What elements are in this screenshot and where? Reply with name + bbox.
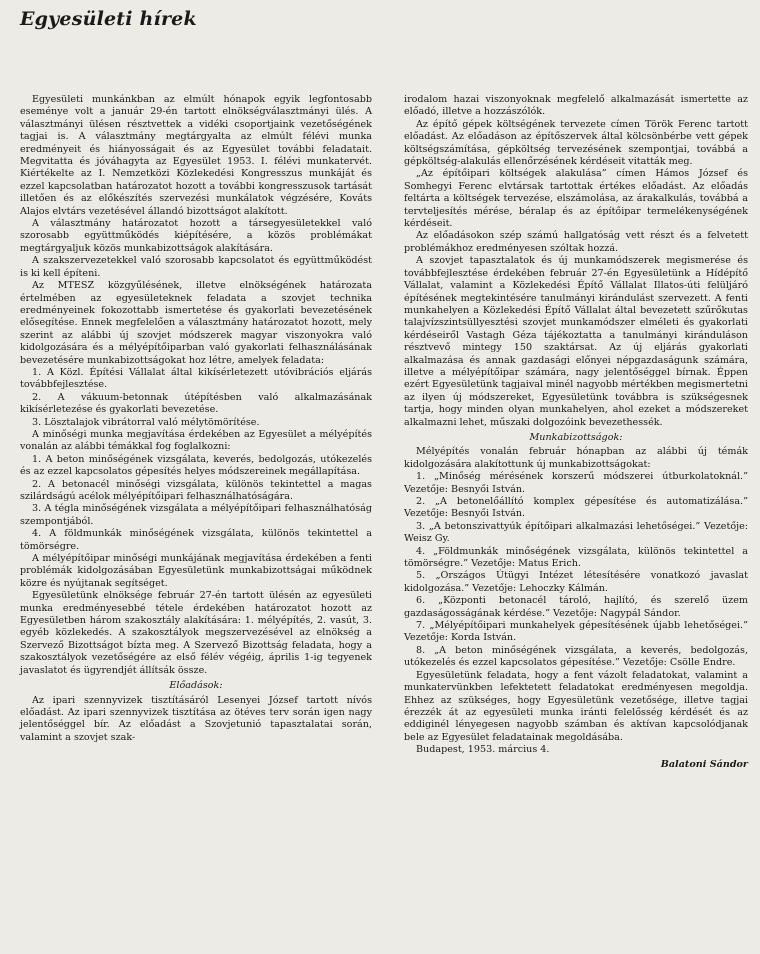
- list-item: 5. „Országos Útügyi Intézet létesítésére vonatkozó javaslat kidolgozása.” Vezetője: Lehoczky Kálmán.: [404, 570, 748, 594]
- paragraph: Egyesületi munkánkban az elmúlt hónapok egyik legfontosabb eseménye volt a január 29-én tartott elnökségválasztmányi ülés. A választmányi ülésen résztvettek a vidéki csoportjaink vezetőségének tagjai is. A választmány megtárgyalta az elmúlt félévi munka eredményeit és hiányosságait és az Egyesület további feladatait. Megvitatta és jóváhagyta az Egyesület 1953. I. félévi munkatervét. Kiértékelte az I. Nemzetközi Közlekedési Kongresszus munkáját és ezzel kapcsolatban határozatot hozott a további kongresszusok tartását illetően és az előkészítés szervezési munkálatok végzésére, Kováts Alajos elvtárs vezetésével állandó bizottságot alakított.: [20, 94, 372, 217]
- list-item: 2. „A betonelőállító komplex gépesítése és automatizálása.” Vezetője: Besnyői István.: [404, 496, 748, 520]
- left-column: [20, 94, 372, 744]
- paragraph: Az MTESZ közgyűlésének, illetve elnökségének határozata értelmében az egyesületeknek feladata a szovjet technika eredményeinek fokozottabb ismertetése és gyakorlati bevezetésének elősegítése. Ennek megfelelően a választmány határozatot hozott, mely szerint az alábbi új szovjet módszerek magyar viszonyokra való kidolgozására és a mélyépítőiparban való gyakorlati felhasználásának bevezetésére munkabizottságokat hoz létre, amelyek feladata:: [20, 280, 372, 366]
- paragraph: Az ipari szennyvizek tisztításáról Lesenyei József tartott nívós előadást. Az ipari szennyvizek tisztítása az ötéves terv során igen nagy jelentőséggel bír. Az előadást a Szovjetunió tapasztalatai során, valamint a szovjet szak-: [20, 694, 372, 743]
- list-item: 1. „Minőség mérésének korszerű módszerei útburkolatoknál.” Vezetője: Besnyői István.: [404, 471, 748, 495]
- right-column: [404, 94, 748, 771]
- paragraph: A szovjet tapasztalatok és új munkamódszerek megismerése és továbbfejlesztése érdekében február 27-én Egyesületünk a Hídépítő Vállalat, valamint a Közlekedési Építő Vállalat Illatos-úti felüljáró építésének megtekintésére tanulmányi kirándulást szervezett. A fenti munkahelyen a Közlekedési Építő Vállalat által bevezetett szűrőkutas talajvízszintsüllyesztési szovjet munkamódszer elméleti és gyakorlati kérdéseiről Vastagh Géza tájékoztatta a tanulmányi kiránduláson résztvevő mintegy 150 szaktársat. Az új eljárás gyakorlati alkalmazása és annak gazdasági előnyei népgazdaságunk számára, illetve a mélyépítőipar számára, nagy jelentőséggel bírnak. Éppen ezért Egyesületünk tagjaival minél nagyobb mértékben megismertetni az ilyen új módszereket, Egyesületünk továbbra is szükségesnek tartja, hogy minden olyan munkahelyen, ahol ezeket a módszereket alkalmazni lehet, műszaki dolgozóink bevezethessék.: [404, 255, 748, 428]
- paragraph: Az előadásokon szép számú hallgatóság vett részt és a felvetett problémákhoz eredményesen szóltak hozzá.: [404, 230, 748, 254]
- list-item: 7. „Mélyépítőipari munkahelyek gépesítésének újabb lehetőségei.” Vezetője: Korda István.: [404, 620, 748, 644]
- date-line: Budapest, 1953. március 4.: [416, 744, 550, 756]
- list-item: 3. „A betonszivattyúk építőipari alkalmazási lehetőségei.” Vezetője: Weisz Gy.: [404, 520, 748, 545]
- list-item: 4. A földmunkák minőségének vizsgálata, különös tekintettel a tömörségre.: [20, 528, 372, 552]
- paragraph: A választmány határozatot hozott a társegyesületekkel való szorosabb együttműködés kiépítésére, a közös problémákat megtárgyaljuk közös munkabizottságok alakítására.: [20, 218, 372, 254]
- list-item: 1. A beton minőségének vizsgálata, keverés, bedolgozás, utókezelés és az ezzel kapcsolatos gépesítés helyes módszereinek megállapítása.: [20, 453, 372, 478]
- list-item: 2. A betonacél minőségi vizsgálata, különös tekintettel a magas szilárdságú acélok mélyépítőipari felhasználhatóságára.: [20, 478, 372, 502]
- signature: Balatoni Sándor: [660, 758, 748, 770]
- paragraph: Egyesületünk elnöksége február 27-én tartott ülésén az egyesületi munka eredményesebbé tétele érdekében határozatot hozott az Egyesületben három szakosztály alakítására: 1. mélyépítés, 2. vasút, 3. egyéb közlekedés. A szakosztályok megszervezésével az elnökség a Szervező Bizottságot bízta meg. A Szervező Bizottság feladata, hogy a szakosztályok vezetőségére az első félév végéig, április 1-ig tegyenek javaslatot és ügyrendjét állítsák össze.: [20, 590, 372, 676]
- list-item: 1. A Közl. Építési Vállalat által kikísérletezett utóvibrációs eljárás továbbfejlesztése.: [20, 366, 372, 391]
- list-item: 2. A vákuum-betonnak útépítésben való alkalmazásának kikísérletezése és gyakorlati bevezetése.: [20, 391, 372, 416]
- paragraph: Egyesületünk feladata, hogy a fent vázolt feladatokat, valamint a munkatervünkben lefektetett feladatokat eredményesen megoldja. Ehhez az szükséges, hogy Egyesületünk vezetősége, illetve tagjai érezzék át az egyesületi munka iránti felelősség kérdését és az eddiginél lényegesen nagyobb számban és aktívan kapcsolódjanak bele az Egyesület feladatainak megoldásába.: [404, 669, 748, 743]
- section-heading-munkabizottsagok: Munkabizottságok:: [529, 431, 623, 443]
- paragraph: irodalom hazai viszonyoknak megfelelő alkalmazását ismertette az előadó, illetve a hozzászólók.: [404, 94, 748, 118]
- list-item: 6. „Központi betonacél tároló, hajlító, és szerelő üzem gazdaságosságának kérdése.” Vezetője: Nagypál Sándor.: [404, 595, 748, 619]
- list-item: 3. Lösztalajok vibrátorral való mélytömörítése.: [32, 416, 260, 428]
- list-item: 8. „A beton minőségének vizsgálata, a keverés, bedolgozás, utókezelés és ezzel kapcsolatos gépesítése.” Vezetője: Csölle Endre.: [404, 644, 748, 669]
- paragraph: A szakszervezetekkel való szorosabb kapcsolatot és együttműködést is ki kell építeni.: [20, 255, 372, 279]
- paragraph: A minőségi munka megjavítása érdekében az Egyesület a mélyépítés vonalán az alábbi témákkal fog foglalkozni:: [20, 428, 372, 453]
- paragraph: A mélyépítőipar minőségi munkájának megjavítása érdekében a fenti problémák kidolgozásában Egyesületünk munkabizottságai működnek közre és nyújtanak segítséget.: [20, 553, 372, 589]
- paragraph: „Az építőipari költségek alakulása” címen Hámos József és Somhegyi Ferenc elvtársak tartottak értékes előadást. Az előadás feltárta a költségek tervezése, elszámolása, az árakalkulás, továbbá a tervteljesítés mérése, béralap és az építőipar termelékenységének kérdéseit.: [404, 168, 748, 230]
- list-item: 3. A tégla minőségének vizsgálata a mélyépítőipari felhasználhatóság szempontjából.: [20, 503, 372, 527]
- section-heading-eloadasok: Előadások:: [169, 680, 223, 692]
- page-title: Egyesületi hírek: [20, 8, 197, 30]
- list-item: 4. „Földmunkák minőségének vizsgálata, különös tekintettel a tömörségre.” Vezetője: Matus Erich.: [404, 545, 748, 570]
- paragraph: Az építő gépek költségének tervezete címen Török Ferenc tartott előadást. Az előadáson az építőszervek által kölcsönbérbe vett gépek költségszámítása, gépköltség tervezésének szempontjai, továbbá a gépköltség-alakulás ellenőrzésének kérdéseit vitatták meg.: [404, 118, 748, 168]
- paragraph: Mélyépítés vonalán február hónapban az alábbi új témák kidolgozására alakítottunk új munkabizottságokat:: [404, 446, 748, 470]
